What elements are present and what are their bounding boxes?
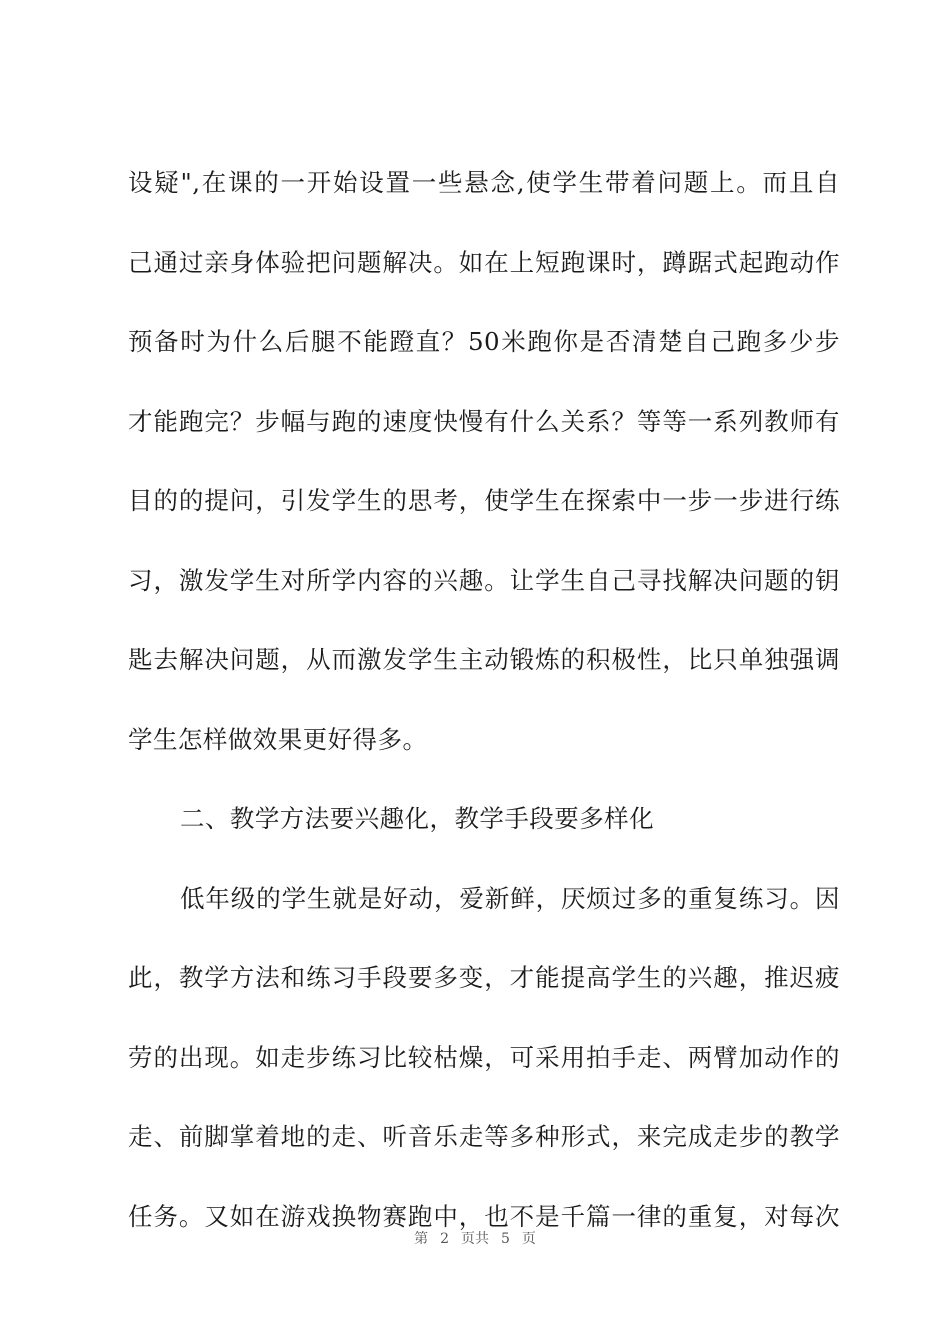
text-line: 预备时为什么后腿不能蹬直？50米跑你是否清楚自己跑多少步 — [128, 327, 840, 356]
text-line: 己通过亲身体验把问题解决。如在上短跑课时，蹲踞式起跑动作 — [128, 247, 840, 277]
page-label-middle: 页共 — [461, 1231, 489, 1247]
text-line: 任务。又如在游戏换物赛跑中，也不是千篇一律的重复，对每次 — [128, 1201, 840, 1231]
text-line: 设疑",在课的一开始设置一些悬念,使学生带着问题上。而且自 — [128, 168, 840, 197]
page-label-suffix: 页 — [521, 1231, 536, 1247]
document-body — [128, 168, 840, 1281]
page-footer — [0, 1230, 950, 1248]
text-line: 走、前脚掌着地的走、听音乐走等多种形式，来完成走步的教学 — [128, 1122, 840, 1151]
page-label-prefix: 第 — [414, 1231, 429, 1247]
text-line: 目的的提问，引发学生的思考，使学生在探索中一步一步进行练 — [128, 486, 840, 515]
current-page-number: 2 — [440, 1231, 449, 1247]
text-line: 劳的出现。如走步练习比较枯燥，可采用拍手走、两臂加动作的 — [128, 1042, 840, 1072]
text-line: 此，教学方法和练习手段要多变，才能提高学生的兴趣，推迟疲 — [128, 963, 840, 992]
text-line: 习，激发学生对所学内容的兴趣。让学生自己寻找解决问题的钥 — [128, 565, 840, 595]
text-line: 低年级的学生就是好动，爱新鲜，厌烦过多的重复练习。因 — [180, 883, 840, 913]
text-line: 才能跑完？步幅与跑的速度快慢有什么关系？等等一系列教师有 — [128, 406, 840, 436]
text-line: 学生怎样做效果更好得多。 — [128, 724, 428, 754]
text-line: 匙去解决问题，从而激发学生主动锻炼的积极性，比只单独强调 — [128, 645, 840, 674]
section-heading: 二、教学方法要兴趣化，教学手段要多样化 — [180, 804, 655, 833]
total-page-count: 5 — [501, 1231, 510, 1247]
